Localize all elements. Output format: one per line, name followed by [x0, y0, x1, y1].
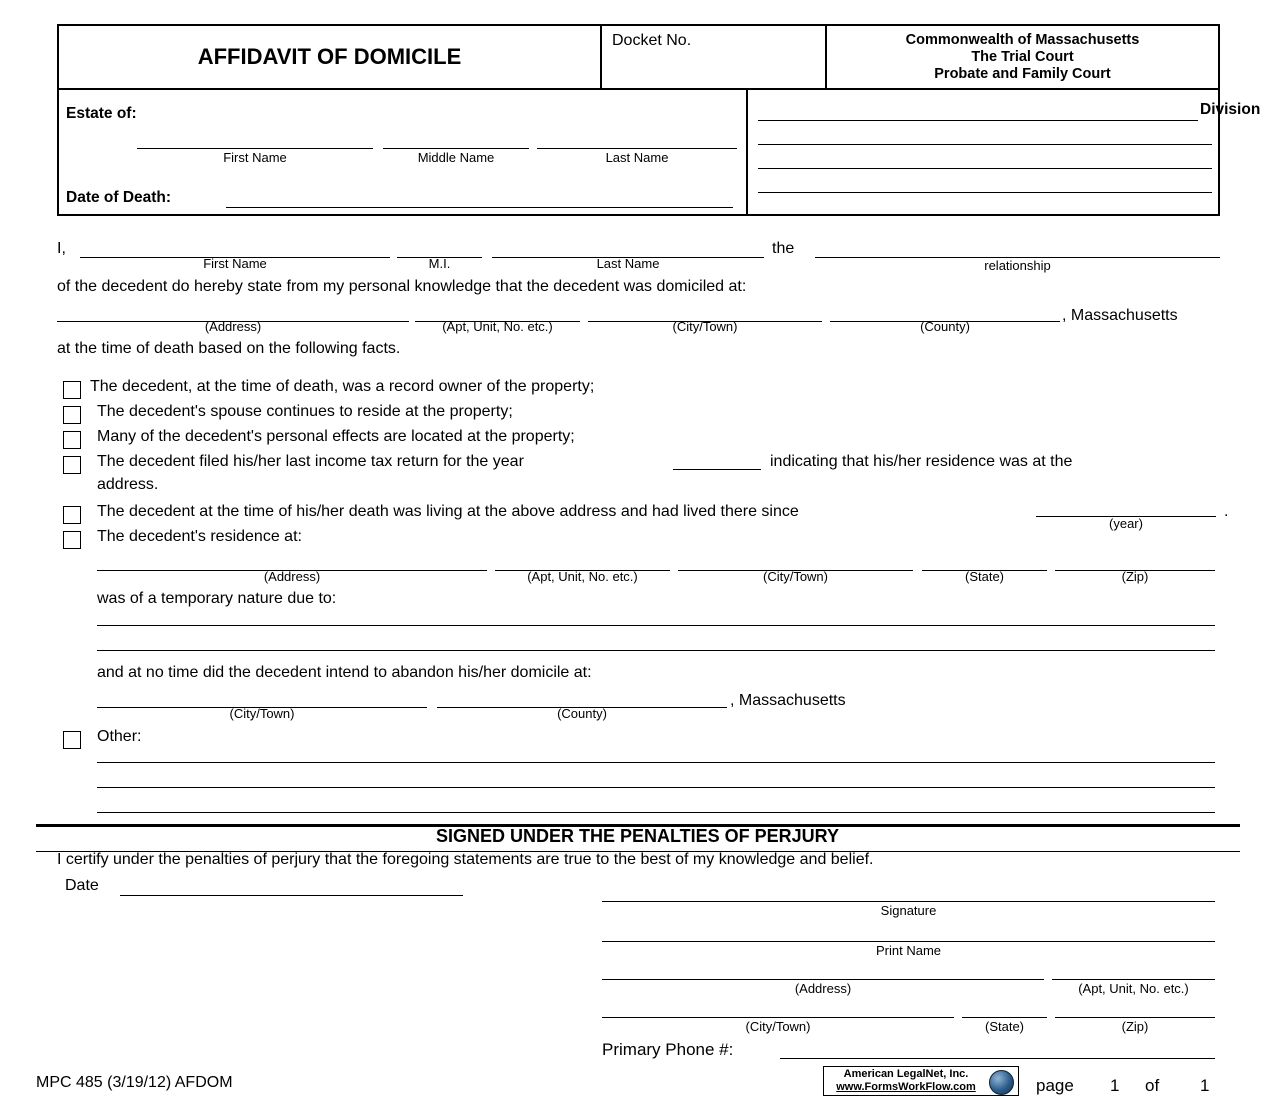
signature-input[interactable] — [602, 901, 1215, 902]
domicile-county-caption: (County) — [920, 319, 970, 334]
abandon-massachusetts-label: , Massachusetts — [730, 692, 846, 709]
division-line-4[interactable] — [758, 192, 1212, 193]
tax-return-suffix: indicating that his/her residence was at the — [770, 453, 1073, 470]
temporary-nature-line: was of a temporary nature due to: — [97, 590, 337, 607]
division-block — [748, 90, 1261, 214]
estate-middle-name-caption: Middle Name — [417, 150, 495, 165]
tax-return-wrap: address. — [97, 476, 159, 493]
form-title: AFFIDAVIT OF DOMICILE — [59, 26, 602, 88]
date-input[interactable] — [120, 895, 463, 896]
signer-apt-input[interactable] — [1052, 979, 1215, 980]
estate-block — [59, 90, 748, 214]
lived-since-period: . — [1224, 503, 1229, 520]
estate-last-name-caption: Last Name — [605, 150, 669, 165]
division-line-3[interactable] — [758, 168, 1212, 169]
checkbox-tax-return-label: The decedent filed his/her last income tax return for the year — [97, 453, 524, 470]
temporary-nature-input-1[interactable] — [97, 625, 1215, 626]
other-input-3[interactable] — [97, 812, 1215, 813]
estate-first-name-input[interactable] — [137, 148, 373, 149]
signer-state-input[interactable] — [962, 1017, 1047, 1018]
domicile-statement: of the decedent do hereby state from my personal knowledge that the decedent was domiciled at: — [57, 278, 747, 295]
residence-zip-caption: (Zip) — [1121, 569, 1149, 584]
domicile-address-caption: (Address) — [204, 319, 262, 334]
page-number: 1 — [1110, 1076, 1120, 1095]
other-input-2[interactable] — [97, 787, 1215, 788]
american-legalnet-stamp[interactable] — [823, 1066, 1019, 1096]
court-heading — [827, 26, 1218, 88]
division-label: Division — [1200, 101, 1261, 118]
primary-phone-label: Primary Phone #: — [602, 1040, 734, 1059]
estate-label: Estate of: — [66, 105, 137, 122]
checkbox-other-label: Other: — [97, 728, 142, 745]
checkbox-spouse-resides[interactable] — [63, 406, 81, 424]
residence-city-caption: (City/Town) — [762, 569, 828, 584]
estate-last-name-input[interactable] — [537, 148, 737, 149]
signer-city-input[interactable] — [602, 1017, 954, 1018]
domicile-apt-caption: (Apt, Unit, No. etc.) — [442, 319, 553, 334]
estate-first-name-caption: First Name — [223, 150, 287, 165]
american-legalnet-url[interactable]: www.FormsWorkFlow.com — [836, 1081, 976, 1093]
relationship-caption: relationship — [984, 258, 1051, 273]
page-word: page — [1036, 1076, 1074, 1095]
based-on-facts-line: at the time of death based on the following facts. — [57, 340, 401, 357]
signature-caption: Signature — [880, 903, 937, 918]
checkbox-other[interactable] — [63, 731, 81, 749]
residence-state-caption: (State) — [964, 569, 1004, 584]
affiant-mi-caption: M.I. — [428, 256, 451, 271]
temporary-nature-input-2[interactable] — [97, 650, 1215, 651]
perjury-certify-text: I certify under the penalties of perjury that the foregoing statements are true to the best of my knowledge and belief. — [57, 851, 874, 868]
other-input-1[interactable] — [97, 762, 1215, 763]
form-id: MPC 485 (3/19/12) AFDOM — [36, 1074, 233, 1091]
primary-phone-input[interactable] — [780, 1058, 1215, 1059]
checkbox-residence-temporary-label: The decedent's residence at: — [97, 528, 302, 545]
checkbox-lived-since[interactable] — [63, 506, 81, 524]
print-name-input[interactable] — [602, 941, 1215, 942]
checkbox-lived-since-label: The decedent at the time of his/her death was living at the above address and had lived there since — [97, 503, 799, 520]
residence-address-caption: (Address) — [263, 569, 321, 584]
header-bottom-row — [59, 90, 1261, 214]
the-label: the — [772, 240, 795, 257]
abandon-domicile-line: and at no time did the decedent intend to abandon his/her domicile at: — [97, 664, 592, 681]
date-of-death-input[interactable] — [226, 207, 733, 208]
division-input[interactable] — [758, 120, 1198, 121]
date-of-death-label: Date of Death: — [66, 189, 172, 206]
affiant-first-name-caption: First Name — [203, 256, 267, 271]
signer-city-caption: (City/Town) — [745, 1019, 811, 1034]
residence-apt-caption: (Apt, Unit, No. etc.) — [527, 569, 638, 584]
signer-apt-caption: (Apt, Unit, No. etc.) — [1078, 981, 1189, 996]
domicile-massachusetts-label: , Massachusetts — [1062, 307, 1178, 324]
i-label: I, — [57, 240, 66, 257]
court-line-2: The Trial Court — [971, 48, 1074, 65]
print-name-caption: Print Name — [875, 943, 942, 958]
american-legalnet-name: American LegalNet, Inc. — [843, 1068, 969, 1080]
signer-zip-input[interactable] — [1055, 1017, 1215, 1018]
header-top-row — [59, 26, 1218, 90]
docket-label: Docket No. — [612, 32, 692, 49]
checkbox-record-owner-label: The decedent, at the time of death, was a record owner of the property; — [90, 378, 595, 395]
division-line-2[interactable] — [758, 144, 1212, 145]
lived-since-year-caption: (year) — [1109, 516, 1143, 531]
signer-state-caption: (State) — [984, 1019, 1024, 1034]
court-line-1: Commonwealth of Massachusetts — [905, 31, 1140, 48]
estate-middle-name-input[interactable] — [383, 148, 529, 149]
checkbox-personal-effects-label: Many of the decedent's personal effects are located at the property; — [97, 428, 575, 445]
checkbox-tax-return[interactable] — [63, 456, 81, 474]
abandon-city-caption: (City/Town) — [229, 706, 295, 721]
page-total: 1 — [1200, 1076, 1210, 1095]
date-label: Date — [65, 877, 99, 894]
signer-address-input[interactable] — [602, 979, 1044, 980]
checkbox-residence-temporary[interactable] — [63, 531, 81, 549]
header-table — [57, 24, 1261, 216]
affiant-last-name-caption: Last Name — [596, 256, 660, 271]
checkbox-personal-effects[interactable] — [63, 431, 81, 449]
globe-icon — [989, 1070, 1014, 1095]
perjury-heading: SIGNED UNDER THE PENALTIES OF PERJURY — [435, 826, 840, 846]
court-line-3: Probate and Family Court — [934, 65, 1111, 82]
checkbox-spouse-resides-label: The decedent's spouse continues to reside at the property; — [97, 403, 513, 420]
abandon-county-caption: (County) — [557, 706, 607, 721]
docket-number-field[interactable] — [602, 26, 827, 88]
tax-year-input[interactable] — [673, 469, 761, 470]
checkbox-record-owner[interactable] — [63, 381, 81, 399]
signer-zip-caption: (Zip) — [1121, 1019, 1149, 1034]
page-of-word: of — [1145, 1076, 1160, 1095]
domicile-city-caption: (City/Town) — [672, 319, 738, 334]
signer-address-caption: (Address) — [794, 981, 852, 996]
